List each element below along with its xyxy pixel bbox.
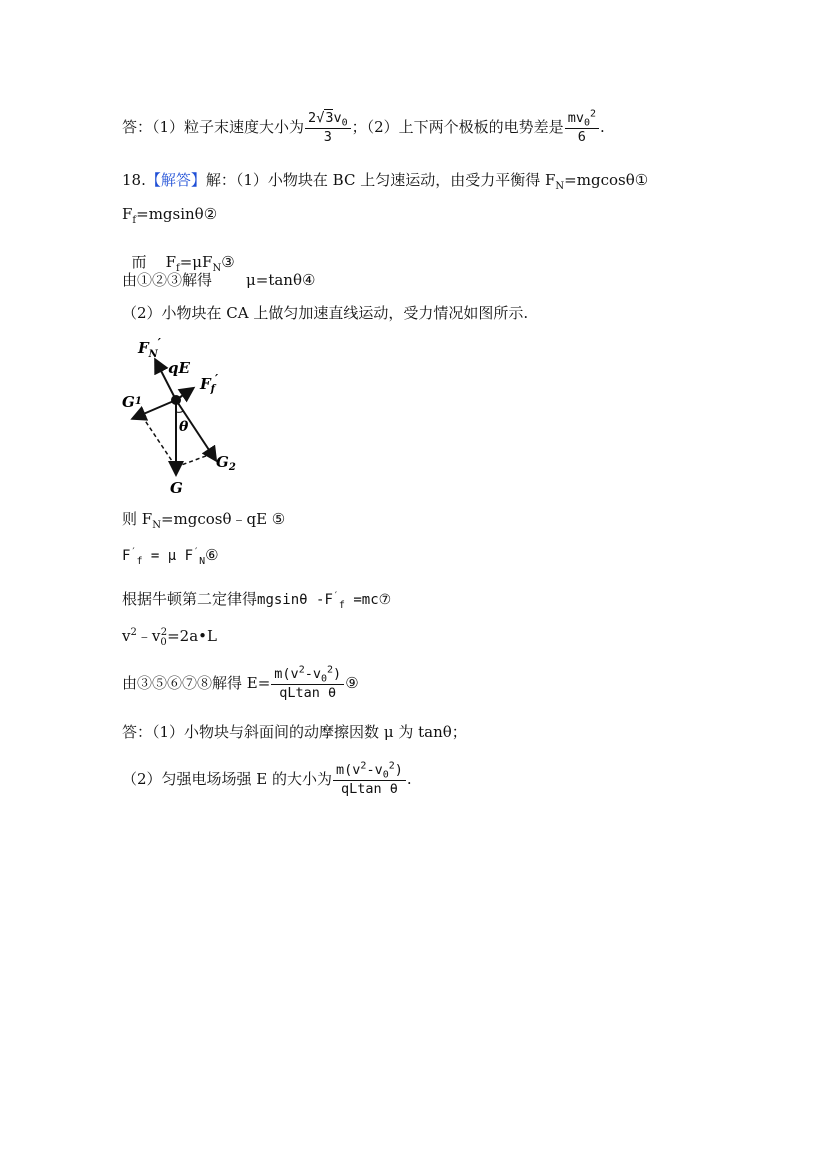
sub: 0 (160, 637, 167, 648)
eq-line-4 (122, 273, 315, 288)
fraction-e-answer (333, 760, 406, 797)
label-theta: θ (179, 419, 189, 435)
t: ﹣v (136, 627, 161, 645)
prime: ′ (214, 372, 219, 386)
eq-line-11 (122, 664, 359, 701)
sub: f (136, 555, 143, 567)
sup: ′ (193, 546, 200, 558)
sub: 0 (341, 117, 348, 129)
eq-line-3 (122, 240, 235, 274)
t: ③ (221, 253, 235, 271)
t: ) (333, 666, 342, 682)
sub: f (210, 384, 215, 395)
sub: 0 (382, 769, 389, 781)
var: v (333, 110, 342, 126)
t: m(v (336, 762, 361, 778)
sup: 2 (327, 664, 334, 676)
den: 3 (323, 128, 332, 145)
t: 由③⑤⑥⑦⑧解得 E= (122, 674, 271, 692)
den: qLtan θ (279, 684, 337, 701)
answer-line-13 (122, 760, 412, 797)
sub: 1 (134, 396, 142, 407)
t: 根据牛顿第二定律得 (122, 590, 258, 608)
eq-line-8 (122, 546, 219, 567)
t: F (122, 205, 133, 223)
fraction-e (271, 664, 344, 701)
fraction-voltage (565, 108, 599, 145)
sup: 2 (130, 627, 137, 638)
sub: N (152, 520, 161, 531)
fraction-velocity: $\frac{2√3v_0}{3}$ (305, 112, 351, 144)
t: 由①②③解得 (122, 271, 213, 289)
t: =mgsinθ② (136, 205, 218, 223)
sub: f (338, 599, 345, 611)
eq-line-9 (122, 590, 392, 611)
svg-text:G1 (122, 393, 142, 411)
answer-prefix: 答：（1）粒子末速度大小为 (122, 118, 305, 136)
q18-tail: =mgcosθ① (564, 171, 649, 189)
label-qe: qE (168, 359, 190, 377)
answer-line-1 (122, 108, 605, 145)
sub: N (212, 263, 222, 274)
sup: 2 (589, 108, 597, 120)
sub: 0 (583, 117, 590, 129)
q18-text: 解：（1）小物块在 BC 上匀速运动，由受力平衡得 F (205, 171, 556, 189)
force-diagram (118, 333, 248, 498)
answer-mid: ；（2）上下两个极板的电势差是 (351, 118, 564, 136)
t: =2a•L (167, 627, 217, 645)
answer-line-12 (122, 725, 467, 740)
t: -v (366, 762, 383, 778)
sub: f (132, 215, 137, 226)
label-ff: F (200, 375, 211, 393)
t: 答：（1）小物块与斜面间的动摩擦因数 μ 为 tanθ； (122, 723, 467, 741)
sub: f (176, 263, 180, 274)
period: . (600, 118, 605, 136)
t: F (122, 548, 131, 564)
coef: 2 (308, 110, 317, 126)
svg-text:G2 (216, 453, 236, 473)
sub: 0 (320, 673, 328, 685)
num: mv (567, 110, 584, 126)
question-number: 18. (122, 171, 146, 189)
root: 3 (325, 110, 334, 126)
t: （2）小物块在 CA 上做匀加速直线运动，受力情况如图所示. (122, 304, 529, 322)
t: 则 F (122, 510, 153, 528)
t: = μ F (142, 548, 194, 564)
svg-text:FN′ (137, 336, 162, 360)
den: qLtan θ (341, 780, 398, 797)
eq-line-10 (122, 627, 217, 648)
q18-line (122, 171, 649, 192)
svg-text:Ff′ (199, 372, 219, 395)
text-line-5 (122, 306, 528, 321)
label-g2: G (216, 453, 229, 471)
label-g: G (170, 479, 183, 497)
prime: ′ (157, 336, 161, 350)
t: -v (304, 666, 321, 682)
t: ⑨ (345, 674, 359, 692)
t: v (122, 627, 131, 645)
t: ) (394, 762, 403, 778)
sup: 2 (360, 760, 367, 772)
t: m(v (274, 666, 299, 682)
answer-tag: 【解答】 (145, 171, 206, 189)
t: =mc⑦ (344, 592, 392, 608)
sub: N (148, 349, 158, 360)
t: 而 F (131, 253, 177, 271)
label-g1: G (122, 393, 135, 411)
t: =mgcosθ﹣qE ⑤ (160, 510, 286, 528)
den: 6 (577, 128, 586, 145)
sup: 2 (298, 664, 305, 676)
label-fn: F (138, 339, 149, 357)
sub: 2 (228, 462, 236, 473)
sup: ′ (130, 546, 137, 558)
sub: N (555, 181, 565, 192)
sup: 2 (160, 627, 168, 638)
t: . (406, 770, 412, 788)
t: ⑥ (205, 546, 219, 564)
sub: N (199, 555, 206, 567)
eq-line-7 (122, 510, 286, 531)
eq-line-2 (122, 205, 218, 226)
sup: ′ (332, 590, 339, 602)
t: μ=tanθ④ (246, 271, 316, 289)
t: mgsinθ -F (257, 592, 333, 608)
t: =μF (179, 253, 213, 271)
sup: 2 (388, 760, 395, 772)
t: （2）匀强电场场强 E 的大小为 (122, 770, 333, 788)
